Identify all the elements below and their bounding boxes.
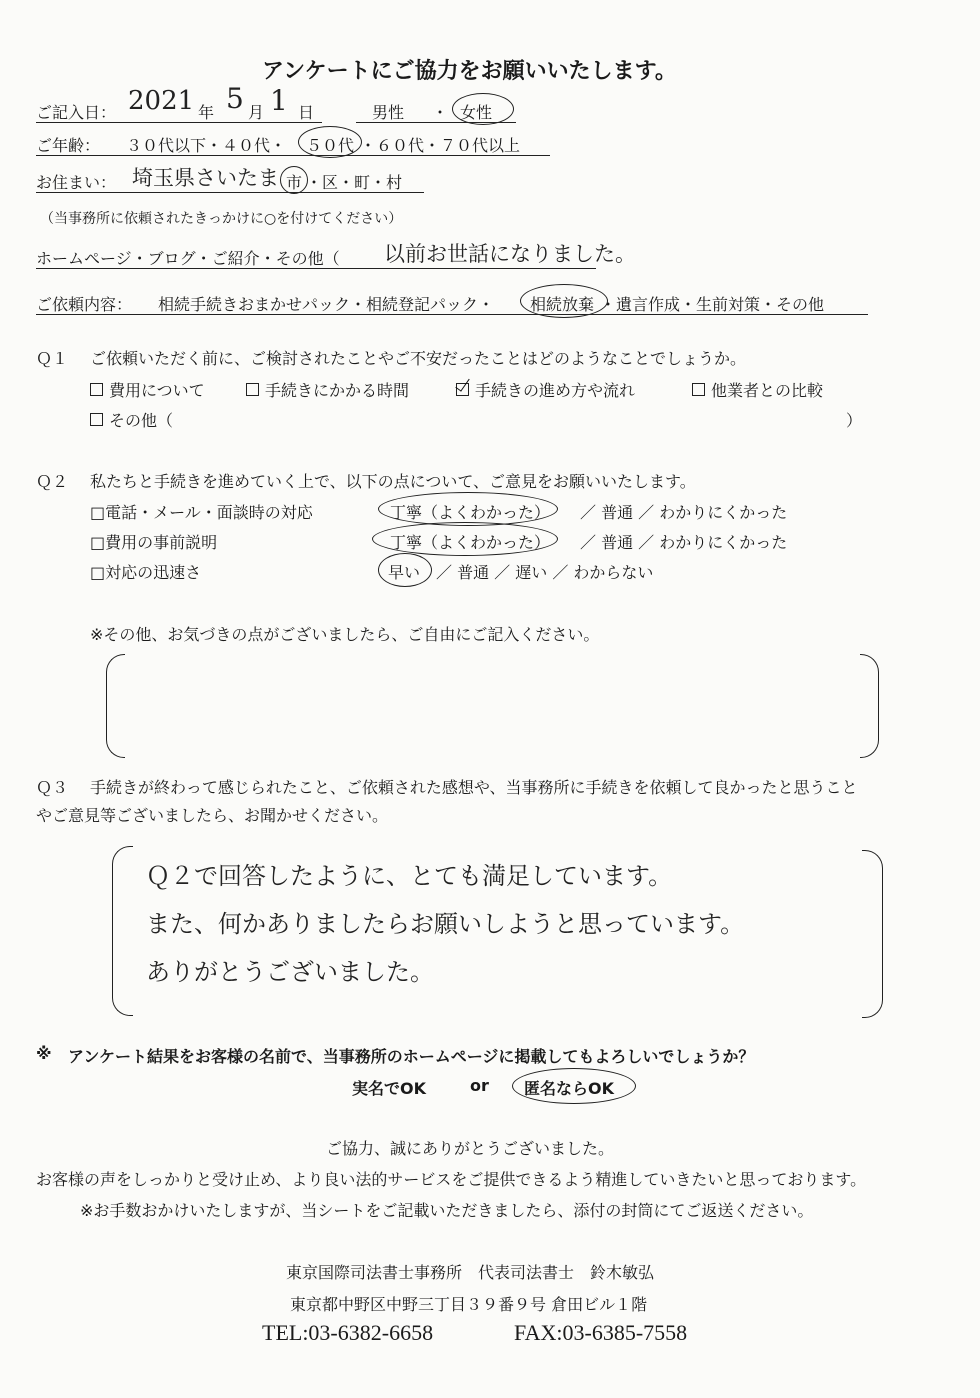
- q1-question: ご依頼いただく前に、ご検討されたことやご不安だったことはどのようなことでしょうか。: [90, 349, 747, 368]
- selection-circle: [280, 166, 308, 194]
- trigger-options: ホームページ・ブログ・ご紹介・その他（: [36, 249, 340, 268]
- footer-address: 東京都中野区中野三丁目３９番９号 倉田ビル１階: [290, 1295, 648, 1314]
- q2-item: □費用の事前説明: [90, 533, 218, 552]
- address-underline: [36, 192, 424, 193]
- answer-bracket-right: [862, 850, 883, 1018]
- request-options-before: 相続手続きおまかせパック・相続登記パック・: [158, 295, 495, 314]
- address-city: 市: [286, 173, 303, 192]
- request-selected: 相続放棄: [530, 295, 595, 314]
- age-options-before: ３０代以下・４０代・: [126, 136, 287, 155]
- q2-rest: ／ 普通 ／ わかりにくかった: [580, 533, 788, 552]
- q2-selected: 丁寧（よくわかった）: [390, 533, 551, 552]
- date-underline: [36, 122, 322, 123]
- day-unit: 日: [298, 103, 315, 122]
- q1-option[interactable]: 手続きの進め方や流れ: [456, 378, 635, 401]
- q2-rest: ／ 普通 ／ 遅い ／ わからない: [436, 563, 654, 582]
- checkbox-checked[interactable]: [456, 383, 469, 396]
- q1-option[interactable]: 他業者との比較: [692, 378, 823, 401]
- closing-line2: お客様の声をしっかりと受け止め、より良い法的サービスをご提供できるよう精進していきたいと思っております。: [36, 1170, 867, 1189]
- q1-other-close: ）: [846, 411, 863, 430]
- footer-fax: FAX:03-6385-7558: [514, 1320, 688, 1345]
- month-unit: 月: [248, 103, 265, 122]
- selection-circle: [378, 553, 432, 587]
- answer-bracket-left: [112, 846, 133, 1016]
- q2-selected: 早い: [388, 563, 421, 582]
- closing-line3: ※お手数おかけいたしますが、当シートをご記載いただきましたら、添付の封筒にてご返送ください。: [80, 1201, 814, 1220]
- comment-bracket-right: [860, 654, 879, 758]
- q2-item: □電話・メール・面談時の対応: [90, 503, 313, 522]
- q1-number: Ｑ１: [36, 349, 69, 368]
- address-handwritten: 埼玉県さいたま: [132, 166, 279, 190]
- q1-option[interactable]: 手続きにかかる時間: [246, 378, 409, 401]
- selection-circle: [452, 93, 514, 125]
- selection-circle: [520, 284, 608, 318]
- selection-circle: [512, 1068, 636, 1104]
- trigger-handwritten: 以前お世話になりました。: [384, 242, 636, 266]
- q2-selected: 丁寧（よくわかった）: [390, 503, 551, 522]
- publish-real-name: 実名でOK: [352, 1079, 427, 1098]
- checkbox[interactable]: [90, 413, 103, 426]
- q3-number: Ｑ３: [36, 778, 69, 797]
- publish-mark: ※: [36, 1044, 52, 1063]
- q3-question-line1: 手続きが終わって感じられたこと、ご依頼された感想や、当事務所に手続きを依頼して良かったと思うこと: [90, 778, 858, 797]
- q1-other[interactable]: その他（: [90, 408, 173, 431]
- q2-question: 私たちと手続きを進めていく上で、以下の点について、ご意見をお願いいたします。: [90, 472, 696, 491]
- checkbox[interactable]: [692, 383, 705, 396]
- age-options-after: ・６０代・７０代以上: [360, 136, 521, 155]
- trigger-underline: [36, 268, 596, 269]
- age-underline: [36, 155, 550, 156]
- publish-question: アンケート結果をお客様の名前で、当事務所のホームページに掲載してもよろしいでしょうか？: [68, 1047, 755, 1066]
- page-title: アンケートにご協力をお願いいたします。: [262, 59, 677, 84]
- request-underline: [36, 314, 868, 315]
- gender-male: 男性: [372, 103, 405, 122]
- request-label: ご依頼内容：: [36, 295, 133, 314]
- address-label: お住まい：: [36, 173, 117, 192]
- age-selected: ５０代: [306, 136, 355, 155]
- selection-circle: [378, 492, 558, 526]
- entry-year: 2021: [128, 86, 195, 116]
- closing-thanks: ご協力、誠にありがとうございました。: [326, 1139, 615, 1158]
- request-options-after: ・遺言作成・生前対策・その他: [600, 295, 825, 314]
- address-rest: ・区・町・村: [306, 173, 403, 192]
- selection-circle: [298, 126, 362, 158]
- publish-anonymous: 匿名ならOK: [524, 1079, 615, 1098]
- age-label: ご年齢：: [36, 136, 101, 155]
- q3-answer-line2: また、何かありましたらお願いしようと思っています。: [146, 910, 745, 938]
- date-label: ご記入日：: [36, 103, 117, 122]
- q2-note: ※その他、お気づきの点がございましたら、ご自由にご記入ください。: [90, 625, 600, 644]
- q2-item: □対応の迅速さ: [90, 563, 202, 582]
- footer-tel: TEL:03-6382-6658: [262, 1320, 434, 1345]
- trigger-note: （当事務所に依頼されたきっかけに○を付けてください）: [40, 211, 403, 227]
- gender-underline: [356, 122, 516, 123]
- publish-or: or: [470, 1076, 489, 1095]
- year-unit: 年: [198, 103, 215, 122]
- q1-option[interactable]: 費用について: [90, 378, 205, 401]
- q3-answer-line3: ありがとうございました。: [146, 958, 434, 986]
- gender-sep: ・: [432, 103, 449, 122]
- q3-answer-line1: Ｑ２で回答したように、とても満足しています。: [146, 862, 673, 890]
- checkbox[interactable]: [90, 383, 103, 396]
- comment-bracket-left: [106, 654, 125, 758]
- selection-circle: [372, 522, 558, 556]
- checkbox[interactable]: [246, 383, 259, 396]
- q3-question-line2: やご意見等ございましたら、お聞かせください。: [36, 806, 389, 825]
- q2-rest: ／ 普通 ／ わかりにくかった: [580, 503, 788, 522]
- gender-female: 女性: [460, 103, 493, 122]
- footer-office: 東京国際司法書士事務所 代表司法書士 鈴木敏弘: [286, 1263, 655, 1282]
- entry-month: 5: [226, 82, 244, 115]
- entry-day: 1: [270, 84, 288, 117]
- q2-number: Ｑ２: [36, 472, 69, 491]
